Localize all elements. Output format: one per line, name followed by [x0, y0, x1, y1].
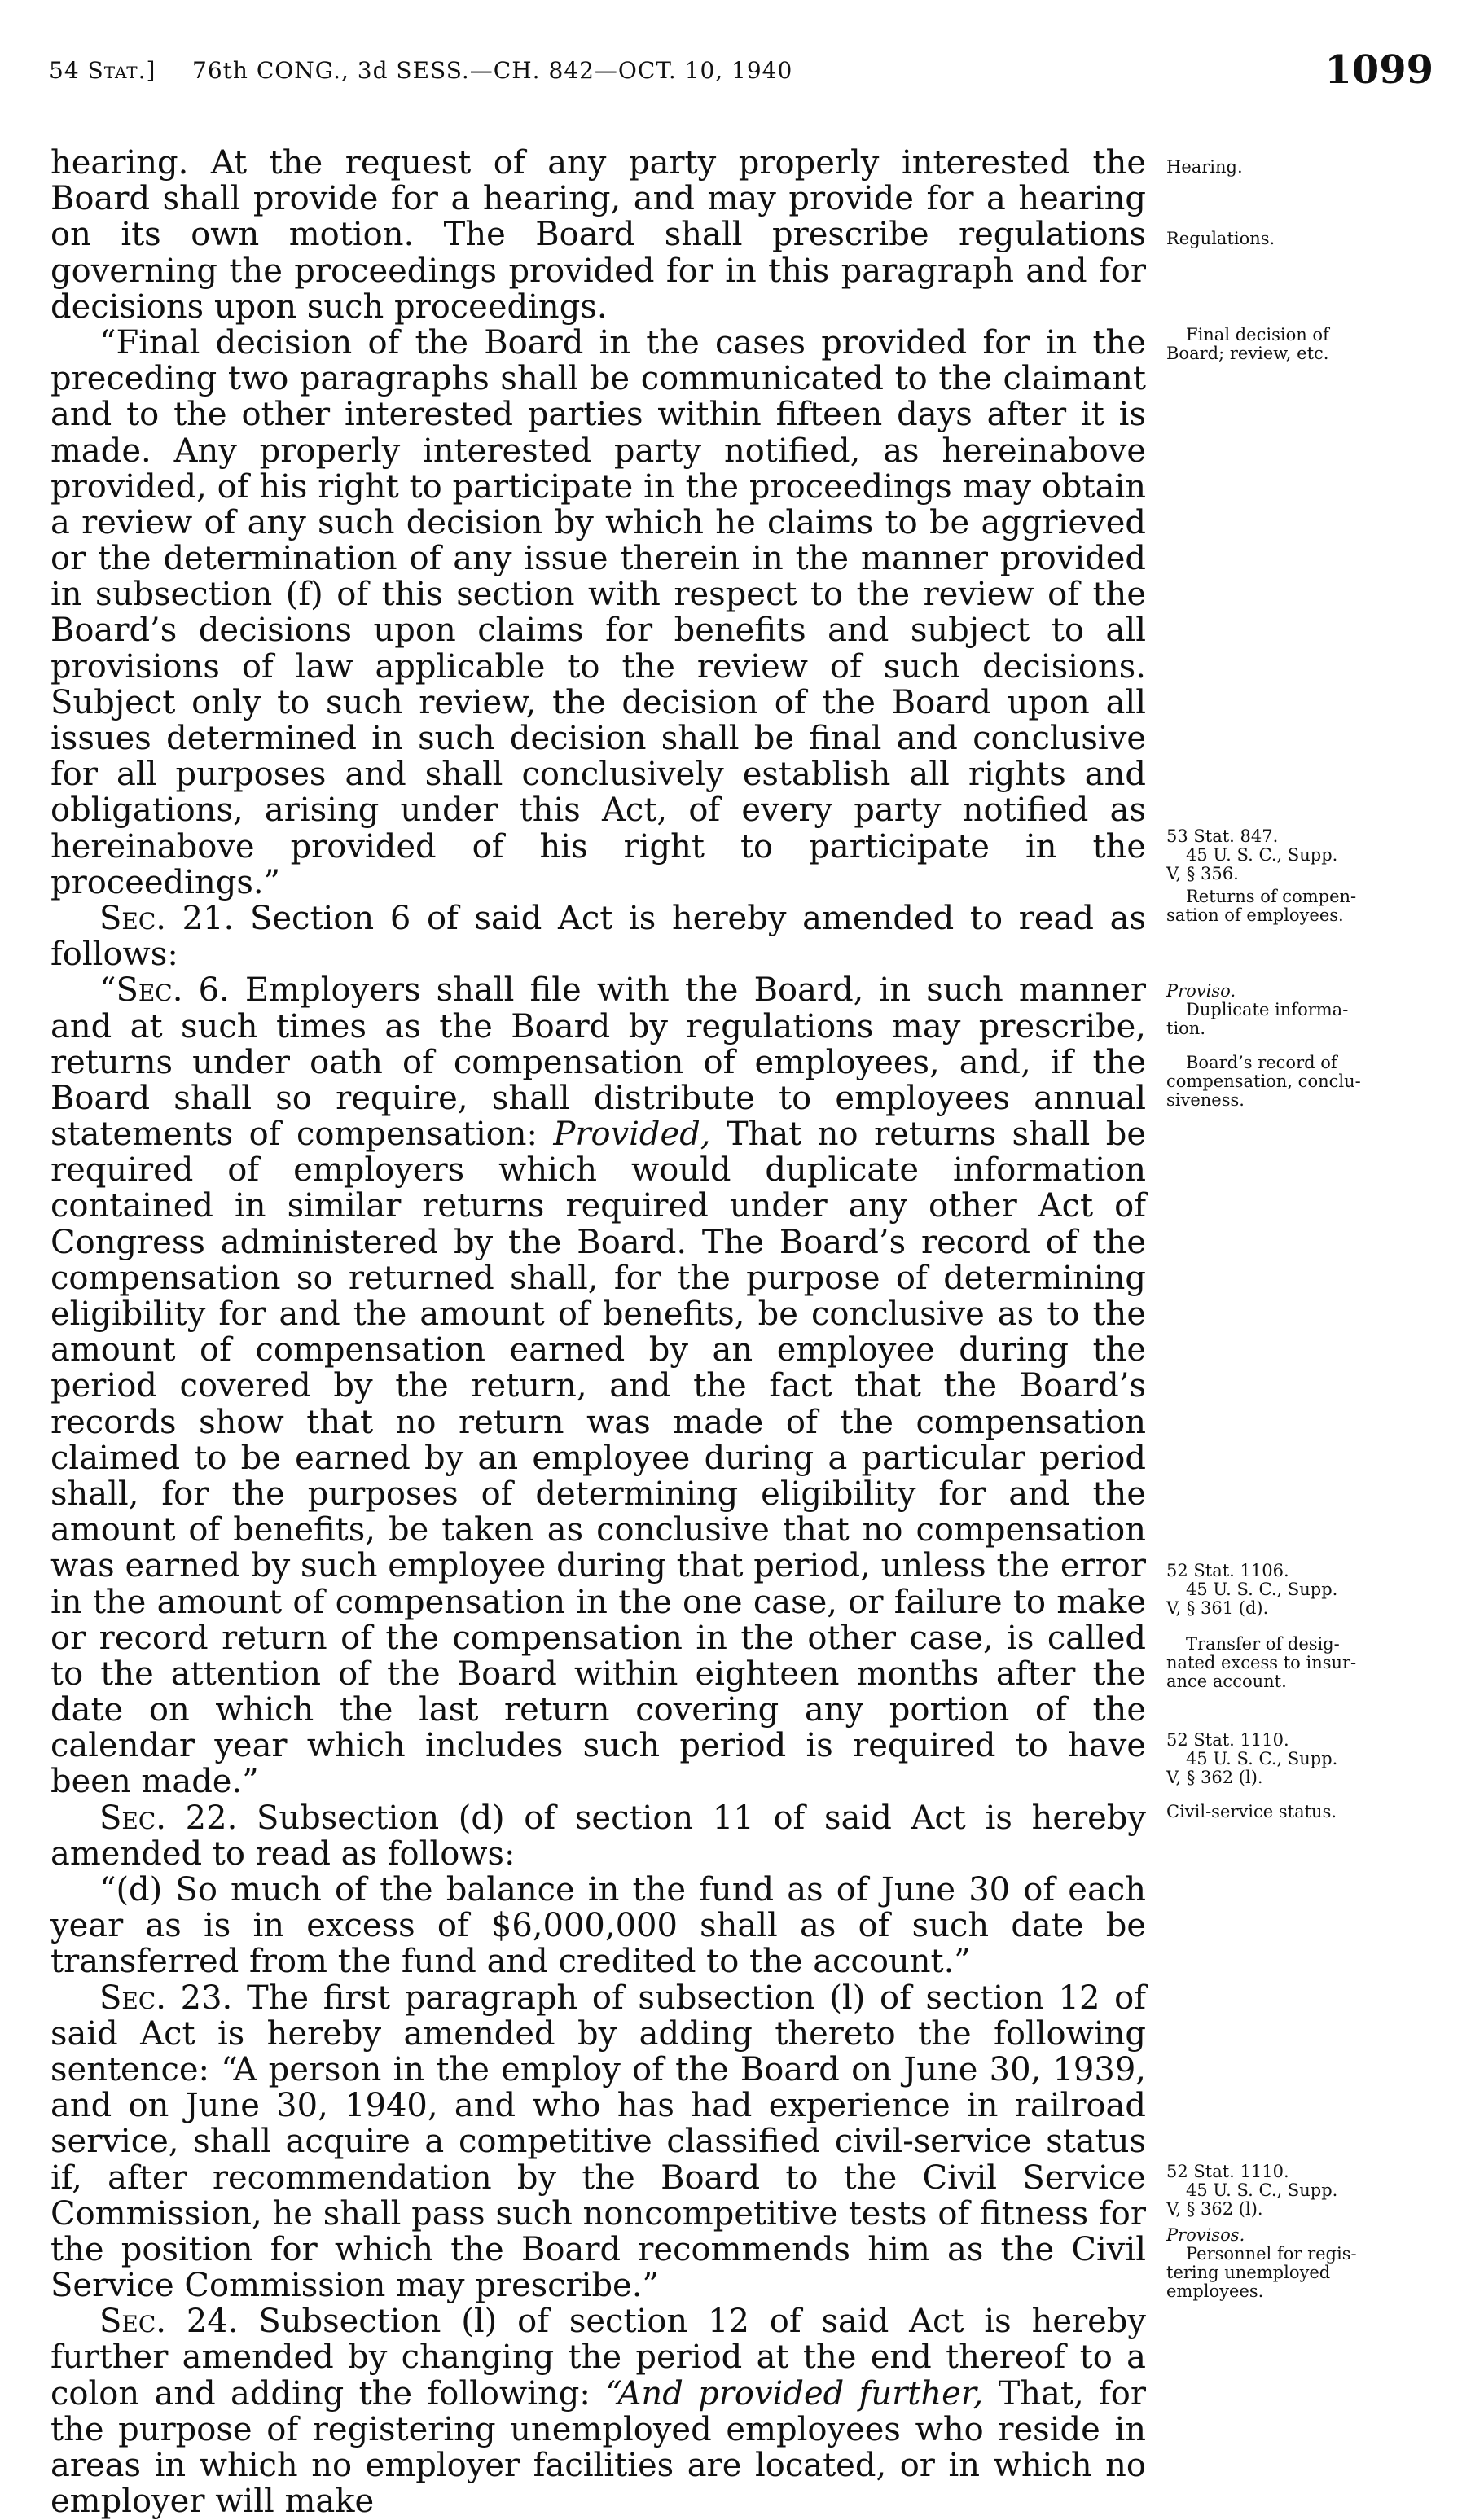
section-24-proviso: “And provided further, [605, 2374, 984, 2413]
proviso-text: That no returns shall be required of employers which would duplicate information contained in similar returns required under any other Act of Congress administered by the Board. The Board’s record of the compensation so returned shall, for the purpose of determining eligibility for and the amount of benefits, be conclusive as to the amount of compensation earned by an employee during the period covered by the return, and the fact that the Board’s records show that no return was made of the compensation claimed to be earned by an employee during a particular period shall, for the purposes of determining eligibility for and the amount of benefits, be taken as conclusive that no compensation was earned by such employee during that period, unless the error in the amount of compensation in the one case, or failure to make or record return of the compensation in the other case, is called to the attention of the Board within eighteen months after the date on which the last return covering any portion of the calendar year which includes such period is required to have been made.” [50, 1115, 1146, 1801]
note-civil-service: Civil-service status. [1166, 1802, 1337, 1821]
statute-volume: 54 Stat.] [49, 57, 156, 84]
note-sec21-citation: 53 Stat. 847. 45 U. S. C., Supp. V, § 356. [1166, 826, 1338, 884]
section-22-quote: “(d) So much of the balance in the fund as of June 30 of each year as is in excess of $6,000,000 shall as of such date be transferred from the fund and credited to the account.” [50, 1871, 1146, 1981]
section-23-text: The first paragraph of subsection (l) of section 12 of said Act is hereby amended by adding thereto the following sentence: “A person in the employ of the Board on June 30, 1939, and on June 30, 1940, and who has had experience in railroad service, shall acquire a competitive classified civil-service status if, after recommendation by the Board to the Civil Service Commission, he shall pass such noncompetitive tests of fitness for the position for which the Board recommends him as the Civil Service Commission may prescribe.” [50, 1979, 1147, 2305]
section-24-tail: That, for the purpose of registering unemployed employees who reside in areas in which no employer facilities are located, or in which no employer will make [50, 2374, 1147, 2520]
section-22 [50, 1800, 1146, 1872]
note-hearing: Hearing. [1166, 157, 1243, 177]
note-provisos: Provisos. Personnel for regis- tering unemployed employees. [1166, 2225, 1357, 2302]
running-head: 76th CONG., 3d SESS.—CH. 842—OCT. 10, 1940 [192, 57, 793, 84]
main-text [50, 145, 1146, 2519]
section-6-text: Employers shall file with the Board, in such manner and at such times as the Board by regulations may prescribe, returns under oath of compensation of employees, and, if the Board shall so require, shall distribute to employees annual statements of compensation: [50, 971, 1147, 1154]
note-board-record: Board’s record of compensation, conclu- siveness. [1166, 1053, 1361, 1111]
note-sec23-citation: 52 Stat. 1110. 45 U. S. C., Supp. V, § 362 (l). [1166, 1730, 1338, 1788]
page-header [49, 47, 1434, 104]
section-22-label: Sec. 22. [99, 1799, 238, 1837]
paragraph-hearing: hearing. At the request of any party properly interested the Board shall provide for a hearing, and may provide for a hearing on its own motion. The Board shall prescribe regulations governing the proceedings provided for in this paragraph and for decisions upon such proceedings. [50, 144, 1146, 326]
section-23-label: Sec. 23. [99, 1979, 233, 2017]
section-23 [50, 1980, 1146, 2304]
note-sec22-citation: 52 Stat. 1106. 45 U. S. C., Supp. V, § 361 (d). [1166, 1561, 1338, 1619]
section-24 [50, 2303, 1146, 2519]
note-sec24-citation: 52 Stat. 1110. 45 U. S. C., Supp. V, § 362 (l). [1166, 2162, 1338, 2220]
section-21-text: Section 6 of said Act is hereby amended to read as follows: [50, 899, 1147, 974]
note-regulations: Regulations. [1166, 229, 1275, 248]
proviso-label: Provided, [553, 1115, 711, 1154]
section-6-label: “Sec. 6. [99, 971, 230, 1010]
paragraph-final-decision: “Final decision of the Board in the cases provided for in the preceding two paragraphs shall be communicated to the claimant and to the other interested parties within fifteen days after it is made. Any properly interested party notified, as hereinabove provided, of his right to participate in the proceedings may obtain a review of any such decision by which he claims to be aggrieved or the determination of any issue therein in the manner provided in subsection (f) of this section with respect to the review of the Board’s decisions upon claims for benefits and subject to all provisions of law applicable to the review of such decisions. Subject only to such review, the decision of the Board upon all issues determined in such decision shall be final and conclusive for all purposes and shall conclusively establish all rights and obligations, arising under this Act, of every party notified as hereinabove provided of his right to participate in the proceedings.” [50, 323, 1146, 901]
section-6 [50, 972, 1146, 1799]
section-24-text: Subsection (l) of section 12 of said Act is hereby further amended by changing the period at the end thereof to a colon and adding the following: [50, 2303, 1146, 2413]
section-21-label: Sec. 21. [99, 899, 235, 937]
note-transfer: Transfer of desig- nated excess to insur- ance account. [1166, 1634, 1357, 1692]
note-proviso: Proviso. Duplicate informa- tion. [1166, 981, 1349, 1039]
section-21 [50, 901, 1146, 972]
note-returns: Returns of compen- sation of employees. [1166, 887, 1357, 926]
page-number: 1099 [1324, 47, 1434, 93]
section-24-label: Sec. 24. [99, 2303, 239, 2341]
section-22-text: Subsection (d) of section 11 of said Act is hereby amended to read as follows: [50, 1799, 1147, 1873]
note-final-decision: Final decision of Board; review, etc. [1166, 325, 1329, 364]
